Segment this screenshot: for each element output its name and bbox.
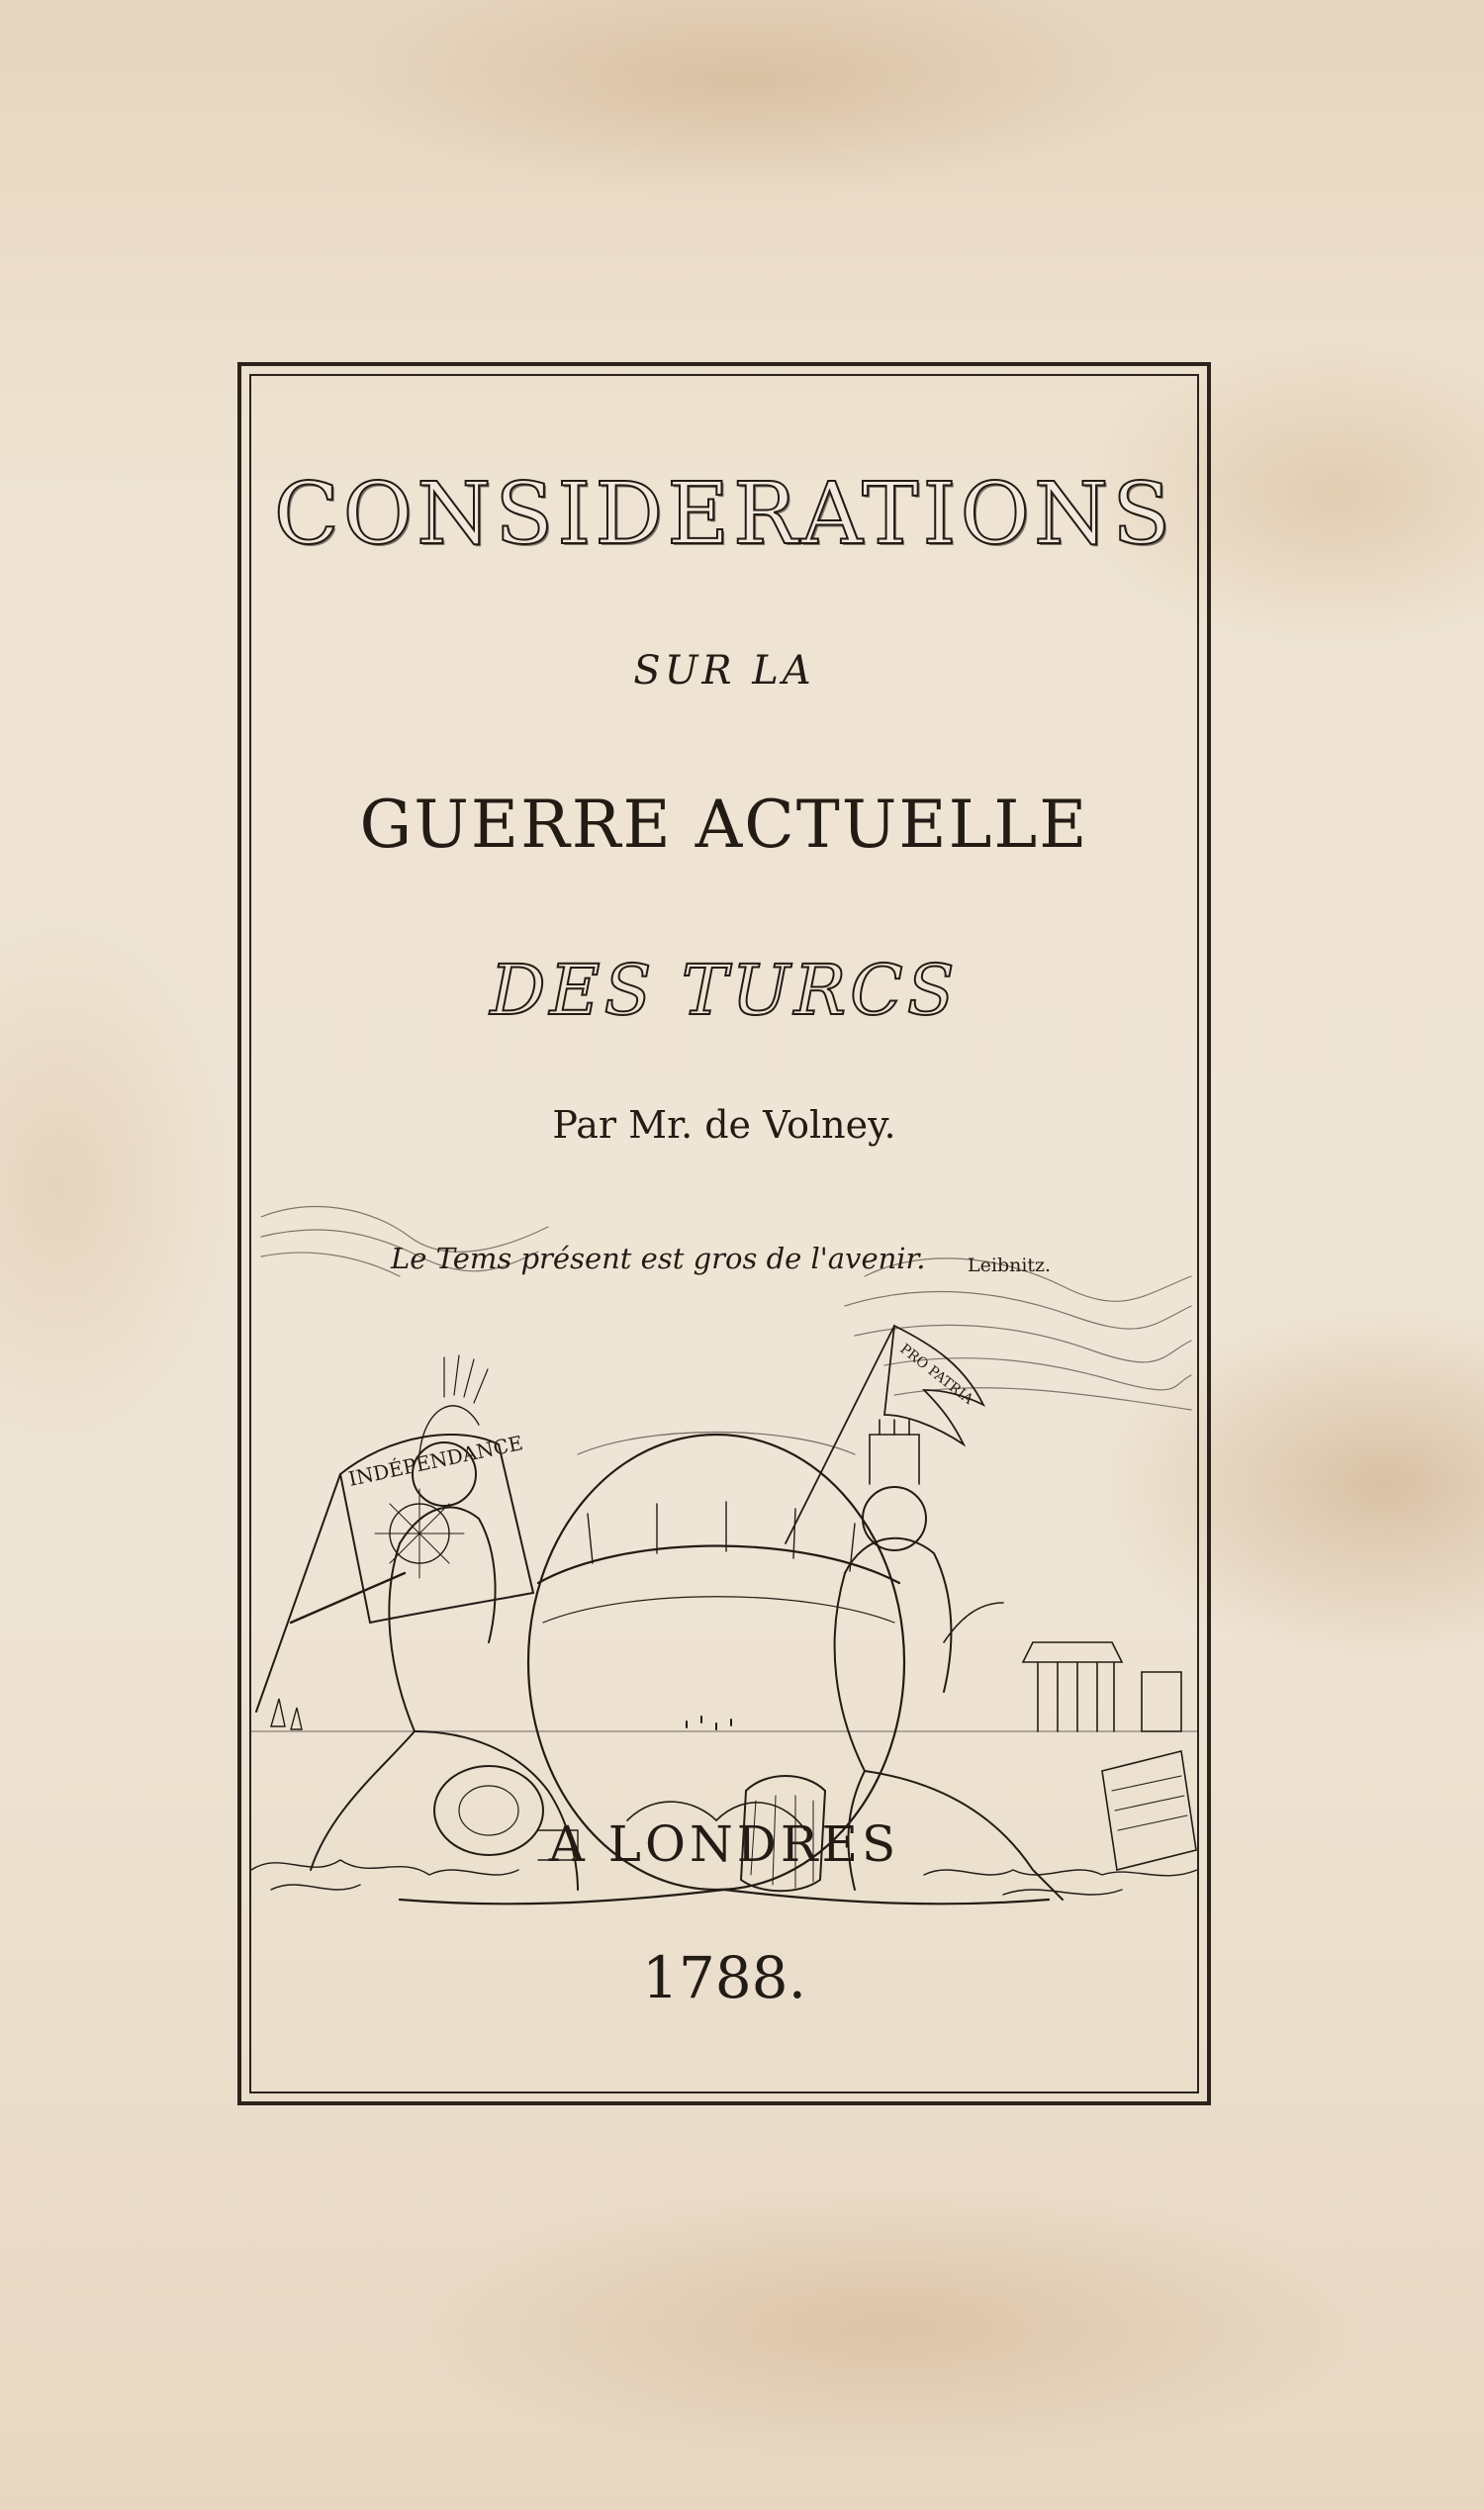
motto-attribution: Leibnitz. — [968, 1255, 1052, 1276]
banner-text: PRO PATRIA — [896, 1341, 976, 1408]
cartouche-flourish — [400, 1890, 1049, 1904]
globe-stars — [687, 1717, 731, 1729]
author-line: Par Mr. de Volney. — [552, 1103, 896, 1147]
subtitle-line-3: DES TURCS — [490, 950, 959, 1031]
cloud-hatching — [261, 1207, 1191, 1410]
motto-quote: Le Tems présent est gros de l'avenir. — [391, 1242, 926, 1275]
book-title: CONSIDERATIONS — [273, 465, 1175, 564]
flag-text: INDÉPENDANCE — [346, 1431, 525, 1491]
engraved-vignette — [251, 1177, 1197, 1909]
imprint-year: 1788. — [641, 1944, 807, 2011]
subtitle-line-2: GUERRE ACTUELLE — [359, 787, 1089, 863]
ships — [271, 1699, 302, 1729]
imprint-place: A LONDRES — [548, 1815, 900, 1873]
temple-ruins — [1023, 1642, 1181, 1731]
subtitle-line-1: SUR LA — [633, 648, 815, 694]
